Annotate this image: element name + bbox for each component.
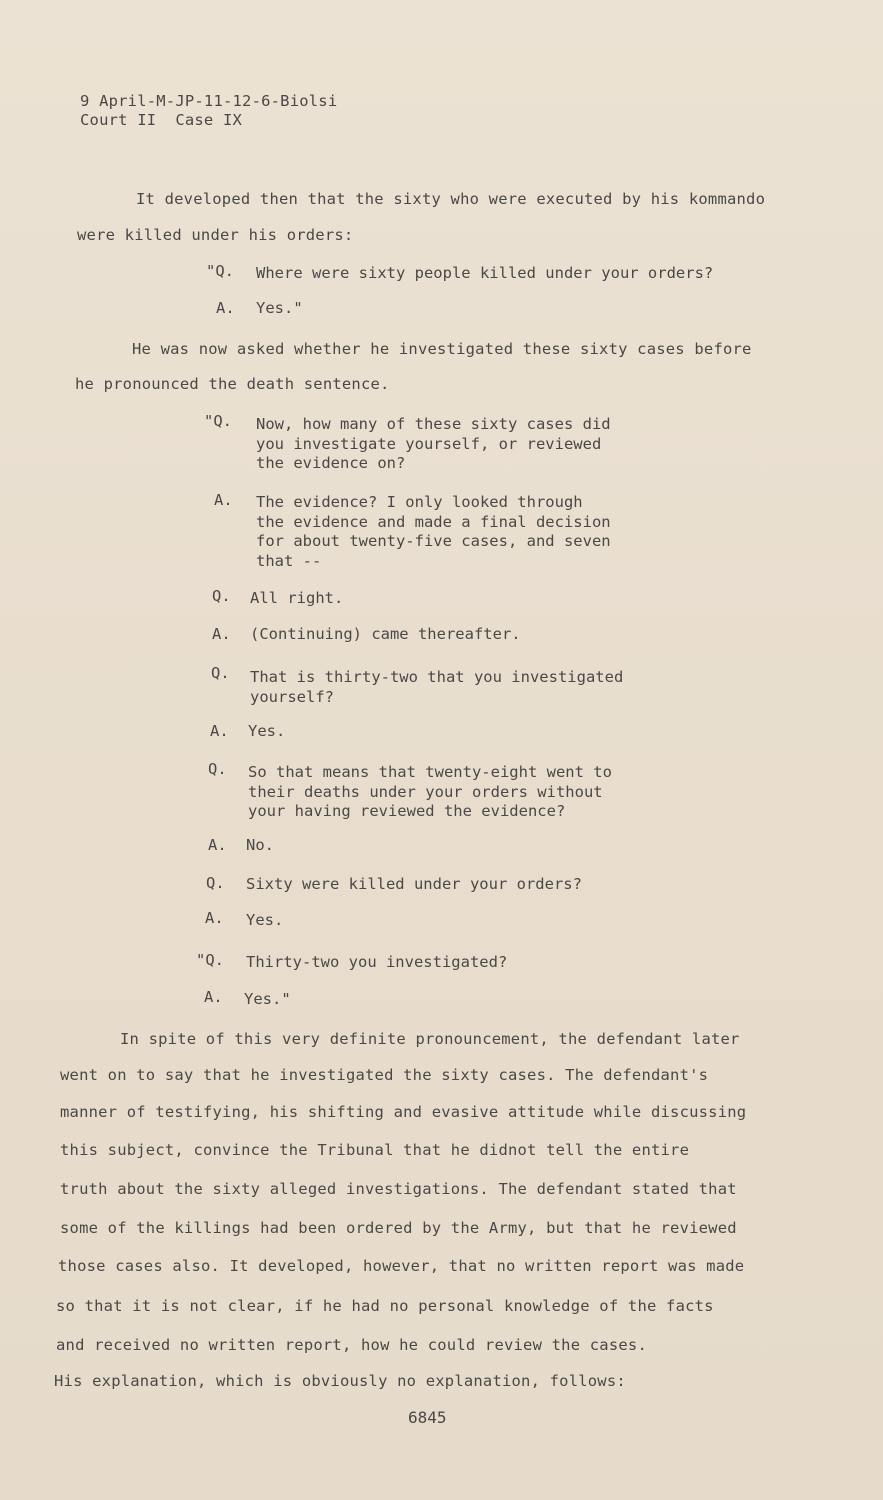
paragraph-3-line: In spite of this very definite pronouncement, the defendant later [120, 1030, 740, 1048]
paragraph-1-line-1: It developed then that the sixty who were executed by his kommando [136, 190, 766, 208]
paragraph-2-line-1: He was now asked whether he investigated these sixty cases before [132, 340, 752, 358]
qa-text: The evidence? I only looked through the evidence and made a final decision for about twenty-five cases, and seven that -- [256, 493, 611, 570]
qa-text: So that means that twenty-eight went to their deaths under your orders without your having reviewed the evidence? [248, 763, 612, 820]
qa-text: That is thirty-two that you investigated yourself? [250, 668, 624, 706]
qa-label: "Q. [196, 951, 224, 969]
quote-1-text: Yes." [256, 299, 303, 317]
qa-text: Yes. [248, 722, 286, 740]
quote-1-label: "Q. [206, 262, 234, 280]
paragraph-3-line: so that it is not clear, if he had no personal knowledge of the facts [56, 1297, 714, 1315]
qa-label: A. [204, 988, 223, 1006]
quote-1-label: A. [216, 299, 235, 317]
qa-text: Yes." [244, 990, 291, 1008]
paragraph-3-line: those cases also. It developed, however, that no written report was made [58, 1257, 745, 1275]
paragraph-3-line: this subject, convince the Tribunal that he didnot tell the entire [60, 1141, 690, 1159]
paragraph-3-line: and received no written report, how he could review the cases. [56, 1336, 647, 1354]
qa-text: Yes. [246, 911, 284, 929]
paragraph-1-line-2: were killed under his orders: [77, 226, 354, 244]
paragraph-3-line: His explanation, which is obviously no explanation, follows: [54, 1372, 626, 1390]
qa-text: All right. [250, 589, 344, 607]
paragraph-3-line: truth about the sixty alleged investigations. The defendant stated that [60, 1180, 737, 1198]
qa-label: A. [208, 836, 227, 854]
qa-label: A. [214, 491, 233, 509]
qa-text: Sixty were killed under your orders? [246, 875, 582, 893]
paragraph-3-line: manner of testifying, his shifting and evasive attitude while discussing [60, 1103, 747, 1121]
paragraph-3-line: went on to say that he investigated the sixty cases. The defendant's [60, 1066, 709, 1084]
header-line-2: Court II Case IX [80, 111, 243, 129]
qa-label: A. [210, 722, 229, 740]
qa-label: Q. [211, 664, 230, 682]
header-line-1: 9 April-M-JP-11-12-6-Biolsi [80, 92, 338, 110]
qa-label: Q. [208, 760, 227, 778]
qa-label: Q. [206, 874, 225, 892]
qa-label: "Q. [204, 412, 232, 430]
qa-text: Thirty-two you investigated? [246, 953, 508, 971]
qa-text: (Continuing) came thereafter. [250, 625, 521, 643]
page-number: 6845 [408, 1408, 447, 1427]
paragraph-3-line: some of the killings had been ordered by the Army, but that he reviewed [60, 1219, 737, 1237]
paragraph-2-line-2: he pronounced the death sentence. [75, 375, 390, 393]
qa-text: No. [246, 836, 274, 854]
qa-label: A. [205, 909, 224, 927]
quote-1-text: Where were sixty people killed under your orders? [256, 264, 714, 282]
qa-label: Q. [212, 587, 231, 605]
qa-text: Now, how many of these sixty cases did you investigate yourself, or reviewed the evidence on? [256, 415, 611, 472]
qa-label: A. [212, 625, 231, 643]
